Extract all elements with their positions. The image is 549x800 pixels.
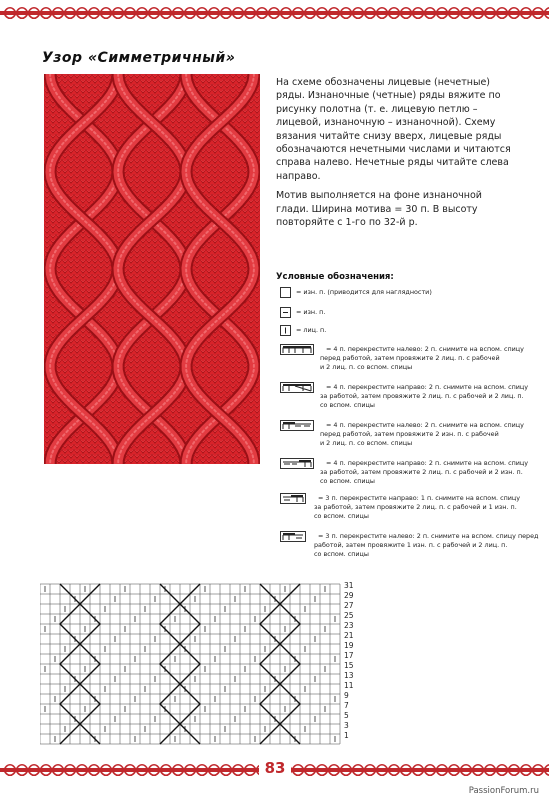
description-paragraph: На схеме обозначены лицевые (нечетные) ряды. Изнаночные (четные) ряды вяжите по рисунку полотна (т. е. лицевую петлю – лицевой, изнаночную – изнаночной). Схему вязания читайте снизу вверх, лицевые ряды обозначаются нечетными числами и читаются справа налево. Нечетные ряды читайте слева направо. — [276, 77, 511, 182]
cable-4-right-icon — [280, 382, 314, 393]
legend-title: Условные обозначения: — [276, 272, 394, 282]
legend-text: перед работой, затем провяжите 2 лиц. п. с рабочей — [320, 354, 500, 362]
cable-4-left-purl-icon — [280, 420, 314, 431]
watermark: PassionForum.ru — [468, 786, 539, 796]
legend-text: = 3 п. перекрестите направо: 1 п. снимите на вспом. спицу — [318, 494, 521, 502]
row-number: 25 — [344, 611, 354, 620]
description-paragraph: Мотив выполняется на фоне изнаночной глади. Ширина мотива = 30 п. В высоту повторяйте с 1-го по 32-й р. — [276, 190, 482, 229]
row-number: 17 — [344, 651, 354, 660]
page-number: 83 — [259, 759, 291, 781]
row-number: 5 — [344, 711, 349, 720]
page-title: Узор «Симметричный» — [42, 50, 236, 66]
legend-text: = 3 п. перекрестите налево: 2 п. снимите на вспом. спицу перед — [318, 532, 539, 540]
knit-sample-photo — [44, 74, 260, 464]
row-number: 13 — [344, 671, 354, 680]
row-number: 15 — [344, 661, 354, 670]
legend-text: за работой, затем провяжите 2 лиц. п. с рабочей и 2 лиц. п. — [320, 392, 524, 400]
cable-4-left-icon — [280, 344, 314, 355]
legend-text: = изн. п. — [296, 308, 326, 316]
legend-text: со вспом. спицы — [314, 550, 369, 558]
legend-text: со вспом. спицы — [314, 512, 369, 520]
legend-text: = 4 п. перекрестите направо: 2 п. снимите на вспом. спицу — [326, 383, 529, 391]
legend-text: со вспом. спицы — [320, 401, 375, 409]
row-number: 23 — [344, 621, 354, 630]
row-number: 3 — [344, 721, 349, 730]
row-number: 1 — [344, 731, 349, 740]
top-border-ornament — [0, 6, 549, 20]
row-number: 11 — [344, 681, 354, 690]
legend-text: и 2 лиц. п. со вспом. спицы — [320, 439, 413, 447]
dash-cell-icon — [280, 307, 291, 318]
legend-text: и 2 лиц. п. со вспом. спицы — [320, 363, 413, 371]
cable-4-right-purl-icon — [280, 458, 314, 469]
legend-text: за работой, затем провяжите 2 лиц. п. с рабочей и 2 изн. п. — [320, 468, 523, 476]
legend-text: = 4 п. перекрестите налево: 2 п. снимите на вспом. спицу — [326, 421, 524, 429]
cable-3-left-icon — [280, 531, 306, 542]
legend-text: = 4 п. перекрестите налево: 2 п. снимите на вспом. спицу — [326, 345, 524, 353]
row-number: 21 — [344, 631, 354, 640]
legend-text: = изн. п. (приводится для наглядности) — [296, 288, 432, 296]
cable-3-right-icon — [280, 493, 306, 504]
row-number: 7 — [344, 701, 349, 710]
row-number: 9 — [344, 691, 349, 700]
row-number: 27 — [344, 601, 354, 610]
legend-text: = лиц. п. — [296, 326, 327, 334]
bar-cell-icon — [280, 325, 291, 336]
pattern-description — [276, 76, 511, 235]
legend-text: за работой, затем провяжите 2 лиц. п. с рабочей и 1 изн. п. — [314, 503, 517, 511]
row-number: 31 — [344, 581, 354, 590]
legend-text: со вспом. спицы — [320, 477, 375, 485]
knitting-chart — [40, 580, 342, 746]
legend-text: = 4 п. перекрестите направо: 2 п. снимите на вспом. спицу — [326, 459, 529, 467]
legend-text: работой, затем провяжите 1 изн. п. с рабочей и 2 лиц. п. — [314, 541, 508, 549]
empty-cell-icon — [280, 287, 291, 298]
row-number: 29 — [344, 591, 354, 600]
row-number: 19 — [344, 641, 354, 650]
legend-text: перед работой, затем провяжите 2 изн. п. с рабочей — [320, 430, 499, 438]
